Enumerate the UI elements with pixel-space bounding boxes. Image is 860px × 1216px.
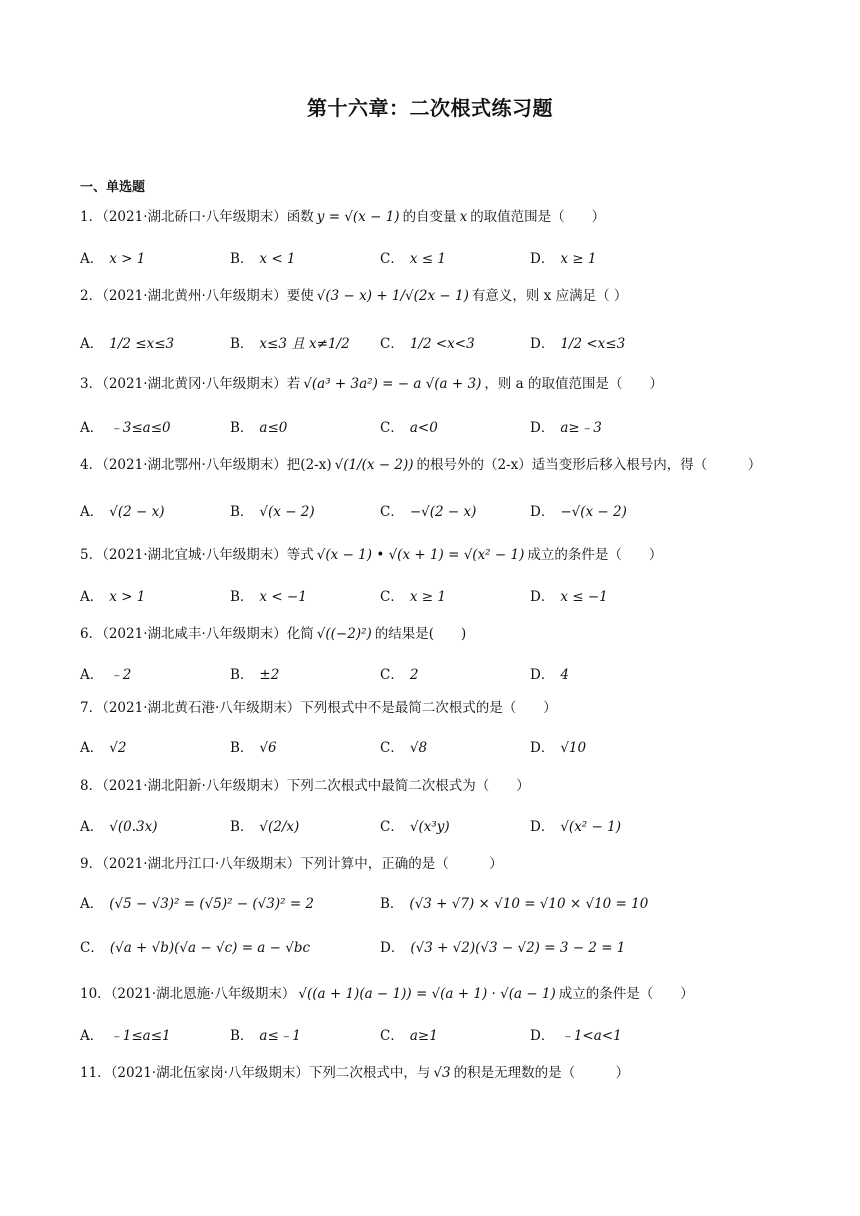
option-c[interactable] — [380, 248, 446, 270]
option-text: a<0 — [409, 420, 438, 436]
option-label: A． — [80, 336, 104, 352]
question-text: 下列二次根式中，与 — [308, 1065, 431, 1081]
question-number: 9． — [80, 856, 103, 872]
question-7 — [80, 698, 800, 718]
option-c[interactable] — [380, 737, 427, 759]
option-c[interactable] — [380, 333, 475, 355]
question-number: 8． — [80, 778, 103, 794]
option-text: 1/2 ≤x≤3 — [109, 336, 175, 352]
option-text: ﹣1≤a≤1 — [109, 1028, 171, 1044]
option-label: A． — [80, 896, 104, 912]
option-label: C． — [380, 251, 404, 267]
question-expression: y = √(x − 1) — [316, 209, 400, 225]
option-label: A． — [80, 589, 104, 605]
option-label: C． — [380, 667, 404, 683]
question-text: 下列二次根式中最简二次根式为（ ） — [286, 778, 530, 794]
question-number: 7． — [80, 700, 103, 716]
option-d[interactable] — [530, 737, 586, 759]
option-a[interactable] — [80, 1025, 171, 1047]
option-label: B． — [230, 667, 254, 683]
options-row — [80, 501, 800, 523]
option-d[interactable] — [530, 1025, 622, 1047]
option-label: A． — [80, 1028, 104, 1044]
question-number: 6． — [80, 626, 103, 642]
option-text: x≤3 且 x≠1/2 — [259, 336, 350, 352]
option-d[interactable] — [530, 816, 621, 838]
question-text: 化简 — [286, 626, 314, 642]
option-text: (√3 + √2)(√3 − √2) = 3 − 2 = 1 — [410, 940, 626, 956]
option-text: (√3 + √7) × √10 = √10 × √10 = 10 — [409, 896, 649, 912]
option-text: √2 — [109, 740, 127, 756]
option-text: −√(x − 2) — [560, 504, 627, 520]
option-text: ﹣2 — [109, 667, 132, 683]
option-text: a≥1 — [409, 1028, 438, 1044]
options-row — [80, 937, 800, 959]
option-d[interactable] — [530, 417, 602, 439]
question-5 — [80, 545, 800, 565]
option-label: C． — [380, 1028, 404, 1044]
option-b[interactable] — [230, 816, 299, 838]
option-text: (√5 − √3)² = (√5)² − (√3)² = 2 — [109, 896, 315, 912]
question-source: （2021·湖北鄂州·八年级期末） — [102, 457, 287, 473]
question-number: 4． — [80, 457, 103, 473]
question-11 — [80, 1063, 800, 1083]
option-text: 1/2 <x≤3 — [560, 336, 626, 352]
option-d[interactable] — [530, 333, 625, 355]
question-number: 2． — [80, 288, 103, 304]
option-label: D． — [530, 504, 555, 520]
options-row — [80, 1025, 800, 1047]
options-row — [80, 417, 800, 439]
option-a[interactable] — [80, 248, 145, 270]
option-text: x ≤ 1 — [409, 251, 446, 267]
question-expression: √((a + 1)(a − 1)) = √(a + 1) · √(a − 1) — [298, 986, 556, 1002]
option-text: √(2 − x) — [109, 504, 165, 520]
question-2 — [80, 286, 800, 306]
option-label: A． — [80, 740, 104, 756]
option-a[interactable] — [80, 893, 314, 915]
question-text: ，则 a 的取值范围是（ ） — [484, 376, 663, 392]
options-row — [80, 586, 800, 608]
section-heading: 一、单选题 — [80, 180, 146, 195]
option-text: ±2 — [259, 667, 280, 683]
option-text: √(x − 2) — [259, 504, 315, 520]
question-source: （2021·湖北黄州·八年级期末） — [102, 288, 287, 304]
option-text: ﹣3≤a≤0 — [109, 420, 171, 436]
question-8 — [80, 776, 800, 796]
option-label: B． — [230, 589, 254, 605]
option-label: B． — [230, 251, 254, 267]
option-a[interactable] — [80, 816, 157, 838]
question-source: （2021·湖北恩施·八年级期末） — [110, 986, 296, 1002]
option-text: x ≥ 1 — [560, 251, 597, 267]
option-label: A． — [80, 667, 104, 683]
question-text: 函数 — [286, 209, 314, 225]
options-row — [80, 893, 800, 915]
option-a[interactable] — [80, 501, 164, 523]
question-number: 1． — [80, 209, 103, 225]
option-label: D． — [380, 940, 405, 956]
option-label: B． — [380, 896, 404, 912]
option-label: A． — [80, 819, 104, 835]
option-c[interactable] — [80, 937, 310, 959]
question-expression: √(x − 1) • √(x + 1) = √(x² − 1) — [316, 547, 525, 563]
question-text: 的根号外的（2-x）适当变形后移入根号内，得（ ） — [416, 457, 762, 473]
option-label: B． — [230, 420, 254, 436]
question-10 — [80, 984, 800, 1004]
option-label: B． — [230, 504, 254, 520]
question-expression: √(3 − x) + 1/√(2x − 1) — [316, 288, 469, 304]
option-text: (√a + √b)(√a − √c) = a − √bc — [109, 940, 311, 956]
option-d[interactable] — [530, 664, 569, 686]
question-source: （2021·湖北阳新·八年级期末） — [102, 778, 287, 794]
question-text: 把(2-x) — [286, 457, 332, 473]
option-text: √(2/x) — [259, 819, 300, 835]
question-source: （2021·湖北丹江口·八年级期末） — [102, 856, 301, 872]
option-d[interactable] — [530, 586, 608, 608]
option-label: C． — [380, 740, 404, 756]
question-expression: √(1/(x − 2)) — [334, 457, 414, 473]
option-label: A． — [80, 251, 104, 267]
option-b[interactable] — [230, 248, 296, 270]
question-number: 10． — [80, 986, 111, 1002]
question-text: 的自变量 — [402, 209, 457, 225]
question-6 — [80, 624, 800, 644]
question-source: （2021·湖北宜城·八年级期末） — [102, 547, 287, 563]
options-row — [80, 333, 800, 355]
option-label: B． — [230, 1028, 254, 1044]
question-source: （2021·湖北硚口·八年级期末） — [102, 209, 287, 225]
option-b[interactable] — [230, 586, 307, 608]
question-text: 要使 — [286, 288, 314, 304]
question-text: 若 — [286, 376, 301, 392]
options-row — [80, 664, 800, 686]
page-title: 第十六章：二次根式练习题 — [307, 96, 553, 120]
question-text: 下列计算中，正确的是（ ） — [300, 856, 503, 872]
question-number: 11． — [80, 1065, 111, 1081]
option-text: √6 — [259, 740, 277, 756]
question-1 — [80, 207, 800, 227]
option-label: A． — [80, 420, 104, 436]
question-source: （2021·湖北黄冈·八年级期末） — [102, 376, 287, 392]
option-b[interactable] — [230, 1025, 301, 1047]
option-a[interactable] — [80, 333, 174, 355]
question-expression: √(a³ + 3a²) = − a √(a + 3) — [303, 376, 482, 392]
option-text: x > 1 — [109, 589, 146, 605]
question-text: 成立的条件是（ ） — [558, 986, 694, 1002]
option-b[interactable] — [230, 664, 279, 686]
option-label: D． — [530, 667, 555, 683]
option-c[interactable] — [380, 1025, 438, 1047]
option-text: x ≥ 1 — [409, 589, 446, 605]
question-text: 成立的条件是（ ） — [527, 547, 663, 563]
option-c[interactable] — [380, 501, 476, 523]
question-number: 3． — [80, 376, 103, 392]
option-label: D． — [530, 336, 555, 352]
option-text: x < 1 — [259, 251, 296, 267]
option-text: 1/2 <x<3 — [409, 336, 475, 352]
option-label: D． — [530, 420, 555, 436]
question-source: （2021·湖北伍家岗·八年级期末） — [110, 1065, 309, 1081]
question-text: 的结果是( ) — [374, 626, 467, 642]
option-text: a≤﹣1 — [259, 1028, 301, 1044]
option-b[interactable] — [230, 333, 350, 355]
option-label: C． — [80, 940, 104, 956]
question-text: 有意义，则 x 应满足（ ） — [471, 288, 628, 304]
option-text: √8 — [409, 740, 428, 756]
question-text: 等式 — [286, 547, 314, 563]
option-text: x > 1 — [109, 251, 146, 267]
option-label: C． — [380, 589, 404, 605]
question-text: 的积是无理数的是（ ） — [453, 1065, 630, 1081]
question-text: 下列根式中不是最简二次根式的是（ ） — [300, 700, 557, 716]
question-3 — [80, 374, 800, 394]
question-4 — [80, 455, 800, 475]
question-expression: √3 — [433, 1065, 451, 1081]
option-label: B． — [230, 740, 254, 756]
option-c[interactable] — [380, 664, 418, 686]
question-9 — [80, 854, 800, 874]
option-label: B． — [230, 819, 254, 835]
option-text: 2 — [409, 667, 419, 683]
option-c[interactable] — [380, 417, 438, 439]
option-d[interactable] — [380, 937, 625, 959]
option-label: D． — [530, 589, 555, 605]
option-b[interactable] — [380, 893, 648, 915]
option-label: D． — [530, 740, 555, 756]
option-c[interactable] — [380, 586, 446, 608]
option-b[interactable] — [230, 501, 315, 523]
option-label: C． — [380, 420, 404, 436]
option-text: √(x³y) — [409, 819, 450, 835]
option-text: x < −1 — [259, 589, 307, 605]
option-text: √(x² − 1) — [560, 819, 621, 835]
options-row — [80, 737, 800, 759]
question-number: 5． — [80, 547, 103, 563]
options-row — [80, 816, 800, 838]
option-c[interactable] — [380, 816, 450, 838]
option-text: √10 — [560, 740, 587, 756]
option-a[interactable] — [80, 737, 126, 759]
option-label: C． — [380, 336, 404, 352]
options-row — [80, 248, 800, 270]
option-text: 4 — [560, 667, 569, 683]
option-a[interactable] — [80, 586, 145, 608]
question-source: （2021·湖北咸丰·八年级期末） — [102, 626, 287, 642]
option-text: √(0.3x) — [109, 819, 158, 835]
option-text: −√(2 − x) — [409, 504, 477, 520]
option-label: D． — [530, 1028, 555, 1044]
option-text: a≥﹣3 — [560, 420, 602, 436]
option-label: B． — [230, 336, 254, 352]
option-label: C． — [380, 819, 404, 835]
question-variable: x — [459, 209, 468, 225]
option-a[interactable] — [80, 417, 171, 439]
option-label: D． — [530, 251, 555, 267]
option-label: D． — [530, 819, 555, 835]
question-text: 的取值范围是（ ） — [470, 209, 606, 225]
option-d[interactable] — [530, 248, 596, 270]
option-a[interactable] — [80, 664, 131, 686]
option-d[interactable] — [530, 501, 627, 523]
option-label: A． — [80, 504, 104, 520]
option-label: C． — [380, 504, 404, 520]
option-b[interactable] — [230, 737, 277, 759]
option-text: ﹣1<a<1 — [560, 1028, 622, 1044]
option-text: a≤0 — [259, 420, 288, 436]
question-source: （2021·湖北黄石港·八年级期末） — [102, 700, 301, 716]
question-expression: √((−2)²) — [316, 626, 372, 642]
option-text: x ≤ −1 — [560, 589, 608, 605]
option-b[interactable] — [230, 417, 287, 439]
